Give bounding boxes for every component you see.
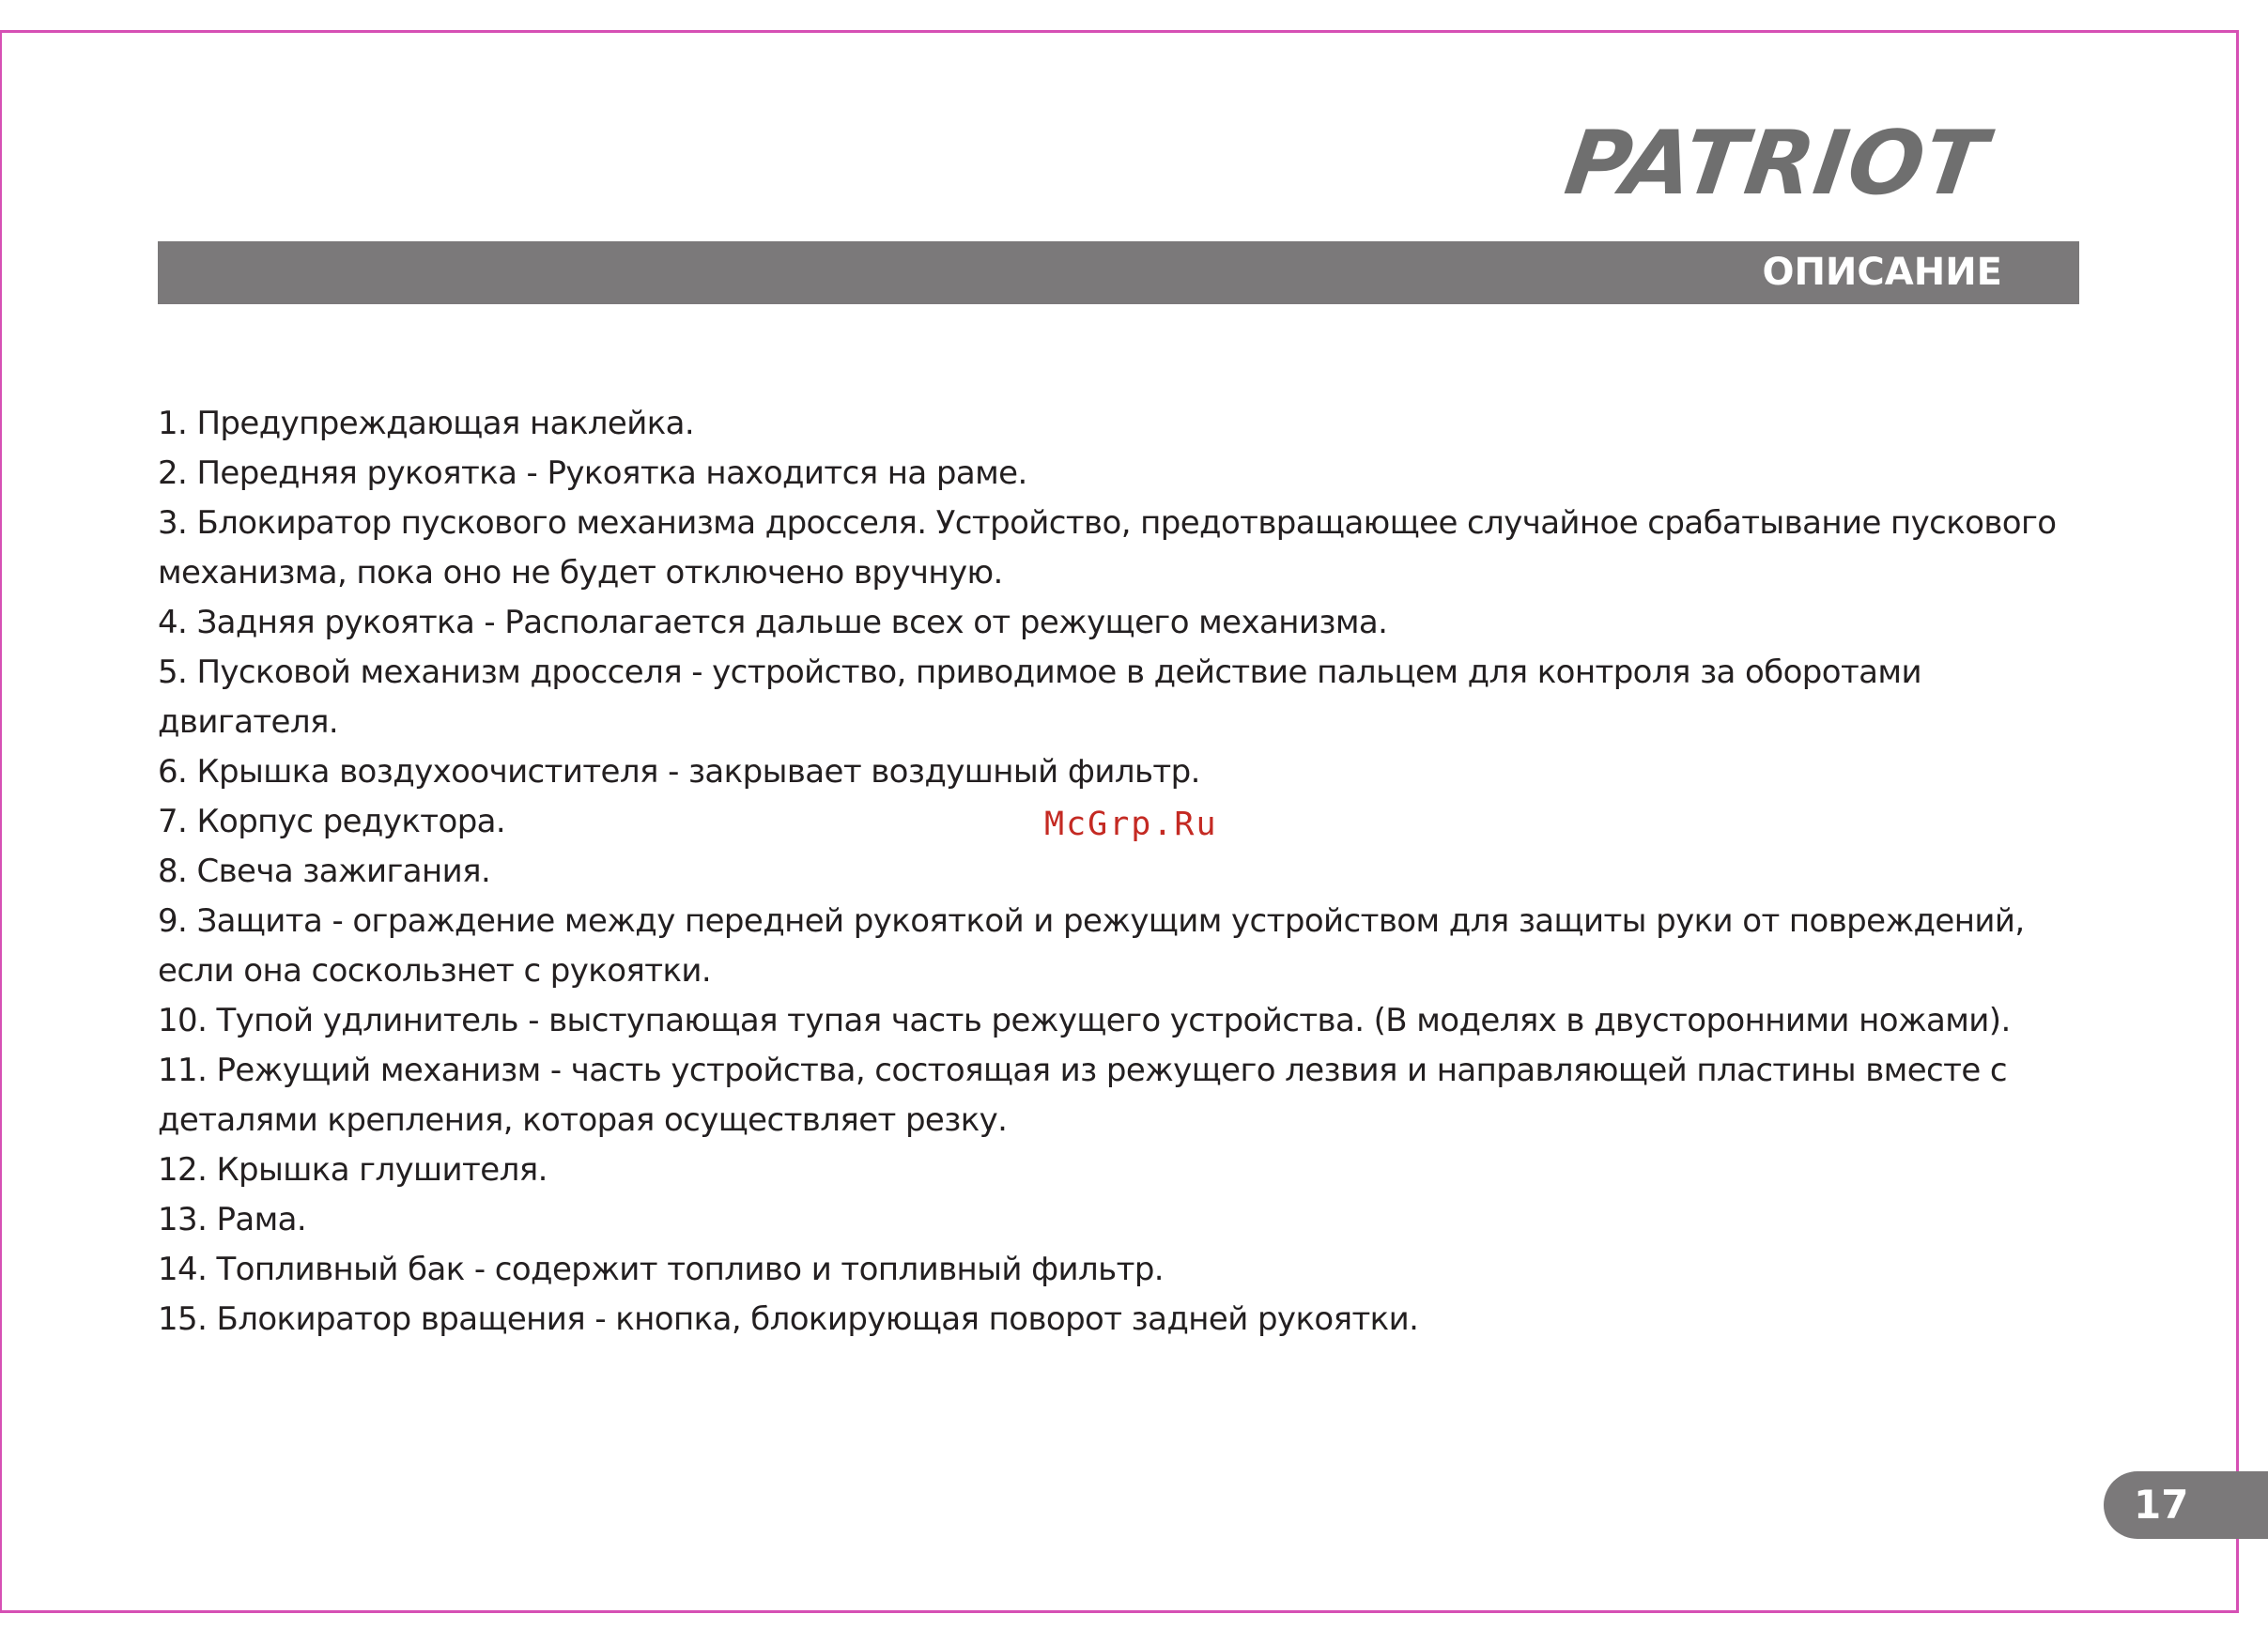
page-trim-bottom (0, 1610, 2239, 1613)
list-item: 12. Крышка глушителя. (158, 1151, 548, 1189)
list-item: 2. Передняя рукоятка - Рукоятка находится на раме. (158, 454, 1027, 492)
list-item: 7. Корпус редуктора. (158, 803, 506, 840)
list-item: 11. Режущий механизм - часть устройства, состоящая из режущего лезвия и направляющей пластины вместе с деталями крепления, которая осуществляет резку. (158, 1052, 2007, 1139)
list-item: 15. Блокиратор вращения - кнопка, блокирующая поворот задней рукоятки. (158, 1300, 1419, 1338)
list-item: 14. Топливный бак - содержит топливо и топливный фильтр. (158, 1251, 1165, 1288)
list-item: 8. Свеча зажигания. (158, 853, 491, 890)
section-title: ОПИСАНИЕ (1762, 251, 2002, 294)
page-number: 17 (2134, 1482, 2189, 1528)
watermark-text: McGrp.Ru (1044, 806, 1218, 843)
list-item: 10. Тупой удлинитель - выступающая тупая часть режущего устройства. (В моделях в двусторонними ножами). (158, 1002, 2011, 1039)
list-item: 4. Задняя рукоятка - Располагается дальше всех от режущего механизма. (158, 604, 1388, 641)
page-trim-left (0, 30, 2, 1613)
list-item: 5. Пусковой механизм дросселя - устройство, приводимое в действие пальцем для контроля за оборотами двигателя. (158, 653, 1921, 741)
patriot-logo: PATRIOT (1559, 113, 1994, 215)
page-trim-top (0, 30, 2239, 33)
list-item: 13. Рама. (158, 1201, 307, 1238)
list-item: 3. Блокиратор пускового механизма дросселя. Устройство, предотвращающее случайное срабатывание пускового механизма, пока оно не будет отключено вручную. (158, 504, 2057, 592)
list-item: 6. Крышка воздухоочистителя - закрывает воздушный фильтр. (158, 753, 1200, 791)
description-list (158, 399, 2083, 1345)
page-number-badge (2104, 1471, 2268, 1539)
page-trim-right (2236, 30, 2239, 1613)
section-header-bar (158, 241, 2079, 304)
list-item: 9. Защита - ограждение между передней рукояткой и режущим устройством для защиты руки от повреждений, если она соскользнет с рукоятки. (158, 902, 2025, 990)
list-item: 1. Предупреждающая наклейка. (158, 405, 695, 442)
